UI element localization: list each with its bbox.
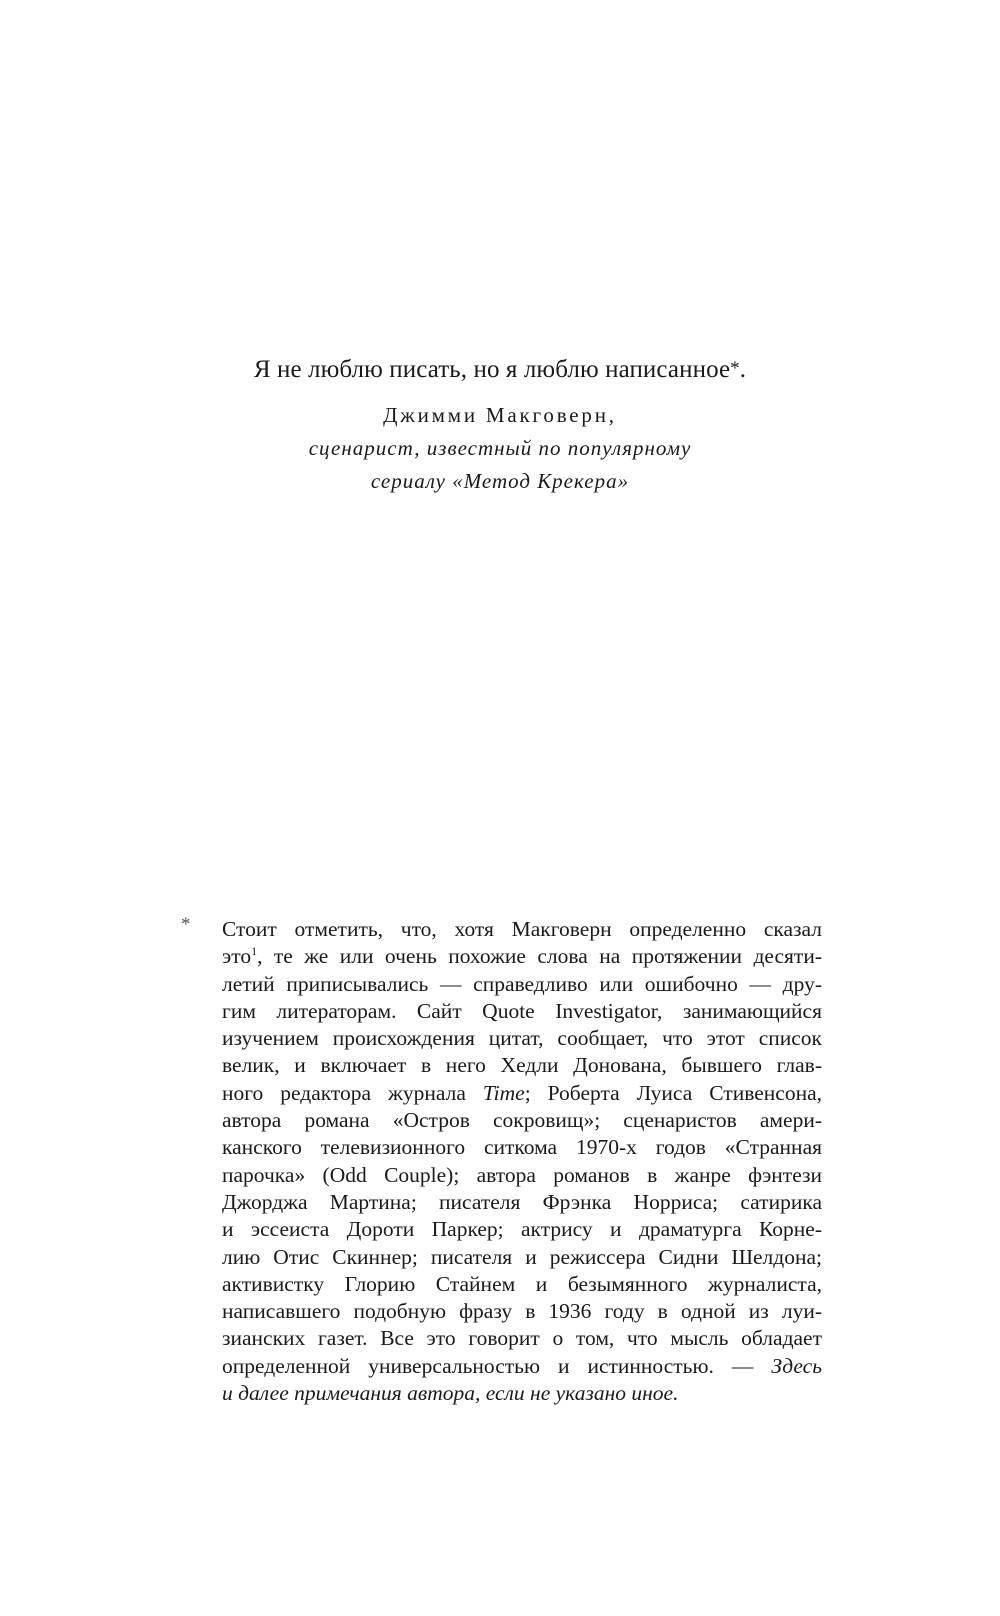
epigraph-description-line-1: сценарист, известный по популярному	[308, 436, 692, 460]
footnote-text: ного редактора журнала	[222, 1080, 483, 1105]
footnote-line: парочка» (Odd Couple); автора романов в жанре фэнтези	[222, 1162, 822, 1187]
footnote-line: гим литераторам. Сайт Quote Investigator, занимающийся	[222, 998, 822, 1023]
epigraph-author: Джимми Макговерн,	[383, 403, 617, 427]
footnote-line: Джорджа Мартина; писателя Фрэнка Норриса; сатирика	[222, 1189, 822, 1214]
footnote-reference-number: 1	[251, 944, 258, 959]
footnote-line: велик, и включает в него Хедли Донована, бывшего глав-	[222, 1053, 822, 1078]
footnote-line: и далее примечания автора, если не указано иное.	[222, 1381, 679, 1406]
footnote-line: Стоит отметить, что, хотя Макговерн определенно сказал	[222, 917, 822, 941]
footnote-text: определенной универсальностью и истинностью. —	[222, 1353, 772, 1378]
epigraph-quote	[0, 352, 1000, 390]
epigraph	[0, 352, 1000, 498]
footnote	[181, 914, 822, 1407]
footnote-line: изучением происхождения цитат, сообщает, что этот список	[222, 1026, 822, 1051]
epigraph-quote-end: .	[739, 356, 747, 383]
epigraph-quote-text: Я не люблю писать, но я люблю написанное	[253, 356, 731, 383]
footnote-marker: *	[181, 914, 191, 935]
footnote-line: и эссеиста Дороти Паркер; актрису и драматурга Корне-	[222, 1217, 822, 1242]
footnote-line: автора романа «Остров сокровищ»; сценаристов амери-	[222, 1108, 822, 1133]
epigraph-footnote-mark: *	[730, 358, 740, 379]
footnote-text: это	[222, 944, 252, 969]
footnote-text: , те же или очень похожие слова на протяжении десяти-	[257, 944, 822, 969]
epigraph-description	[0, 432, 1000, 498]
footnote-italic-text: Time	[482, 1080, 525, 1105]
footnote-line	[222, 943, 822, 970]
footnote-line: зианских газет. Все это говорит о том, что мысль обладает	[222, 1326, 822, 1351]
footnote-line: активистку Глорию Стайнем и безымянного журналиста,	[222, 1271, 822, 1296]
footnote-text: ; Роберта Луиса Стивенсона,	[524, 1080, 822, 1105]
footnote-line	[222, 1080, 822, 1107]
epigraph-description-line-2: сериалу «Метод Крекера»	[370, 469, 630, 493]
footnote-line: летий приписывались — справедливо или ошибочно — дру-	[222, 971, 822, 996]
footnote-line	[222, 1353, 822, 1380]
footnote-line: написавшего подобную фразу в 1936 году в одной из луи-	[222, 1299, 822, 1324]
footnote-line: лию Отис Скиннер; писателя и режиссера Сидни Шелдона;	[222, 1244, 822, 1269]
footnote-italic-text: Здесь	[771, 1353, 822, 1378]
footnote-line: канского телевизионного ситкома 1970-х годов «Странная	[222, 1135, 822, 1160]
